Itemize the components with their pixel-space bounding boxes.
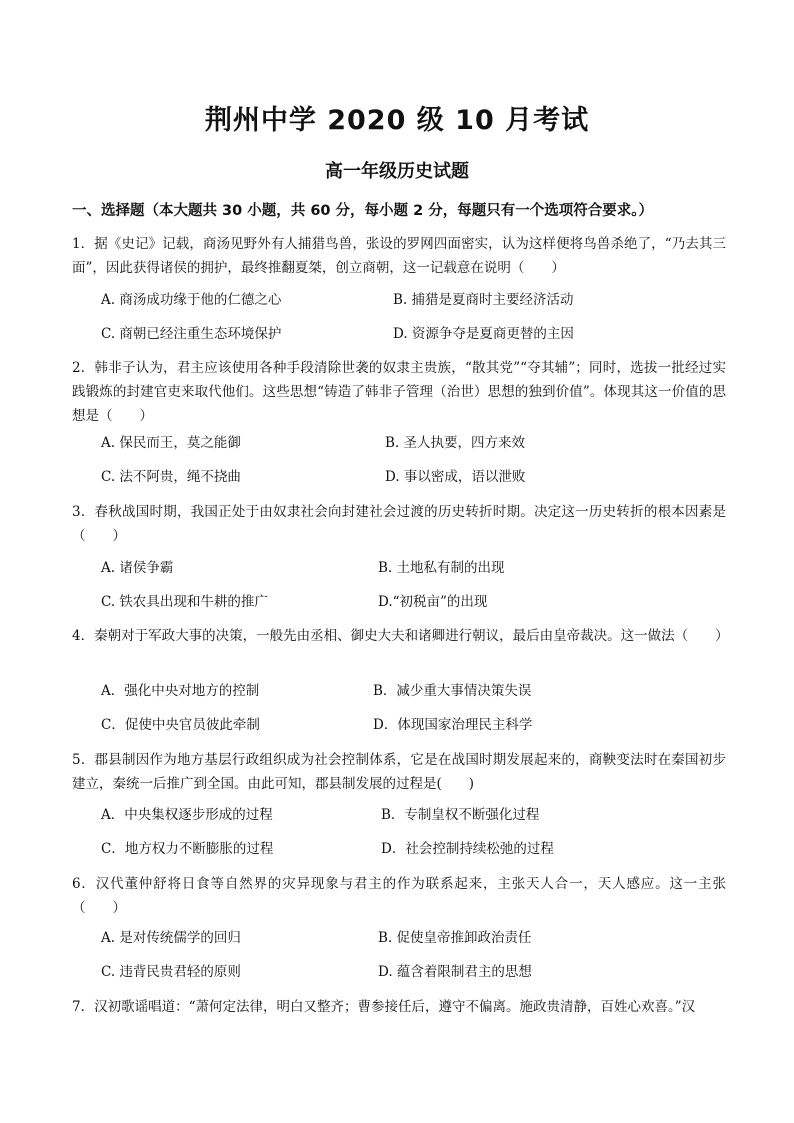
question-6-option-a: A. 是对传统儒学的回归: [101, 930, 241, 946]
question-7-stem: 7．汉初歌谣唱道：“萧何定法律，明白又整齐；曹参接任后，遵守不偏离。施政贵清静，百姓心欢喜。”汉: [72, 999, 696, 1015]
question-1-option-b: B. 捕猎是夏商时主要经济活动: [393, 292, 574, 308]
question-5-option-c: C．地方权力不断膨胀的过程: [101, 841, 274, 857]
question-3-option-d: D.“初税亩”的出现: [378, 594, 488, 610]
question-2-stem: 2．韩非子认为，君主应该使用各种手段清除世袭的奴隶主贵族，“散其党”“夺其辅”；同时，选拔一批经过实践锻炼的封建官吏来取代他们。这些思想“铸造了韩非子管理（治世）思想的独到价值”。体现其这一价值的思想是（ ）: [72, 360, 726, 424]
question-5-option-b: B．专制皇权不断强化过程: [381, 807, 540, 823]
question-4-option-b: B．减少重大事情决策失误: [373, 683, 532, 699]
question-3-option-c: C. 铁农具出现和牛耕的推广: [101, 594, 268, 610]
question-6-stem: 6．汉代董仲舒将日食等自然界的灾异现象与君主的作为联系起来，主张天人合一，天人感应。这一主张（ ）: [72, 876, 726, 916]
question-1-option-d: D. 资源争夺是夏商更替的主因: [393, 326, 574, 342]
question-2-option-c: C. 法不阿贵，绳不挠曲: [101, 469, 241, 485]
question-5-option-d: D．社会控制持续松弛的过程: [381, 841, 554, 857]
question-5-option-a: A．中央集权逐步形成的过程: [101, 807, 273, 823]
question-1-stem: 1．据《史记》记载，商汤见野外有人捕猎鸟兽，张设的罗网四面密实，认为这样便将鸟兽杀绝了，“乃去其三面”，因此获得诸侯的拥护，最终推翻夏桀，创立商朝，这一记载意在说明（ ）: [72, 236, 726, 276]
exam-subtitle: 高一年级历史试题: [325, 161, 469, 182]
question-2-option-d: D. 事以密成，语以泄败: [385, 469, 526, 485]
question-1-option-a: A. 商汤成功缘于他的仁德之心: [101, 292, 282, 308]
question-4-option-c: C．促使中央官员彼此牵制: [101, 717, 260, 733]
question-4-stem: 4．秦朝对于军政大事的决策，一般先由丞相、御史大夫和诸卿进行朝议，最后由皇帝裁决。这一做法（ ）: [72, 628, 729, 644]
question-4-option-a: A．强化中央对地方的控制: [101, 683, 260, 699]
question-4-option-d: D．体现国家治理民主科学: [373, 717, 533, 733]
question-3-option-a: A. 诸侯争霸: [101, 560, 174, 576]
section-heading: 一、选择题（本大题共 30 小题，共 60 分，每小题 2 分，每题只有一个选项符合要求。）: [72, 203, 653, 219]
question-3-option-b: B. 土地私有制的出现: [378, 560, 505, 576]
question-6-option-b: B. 促使皇帝推卸政治责任: [378, 930, 532, 946]
question-3-stem: 3．春秋战国时期，我国正处于由奴隶社会向封建社会过渡的历史转折时期。决定这一历史转折的根本因素是（ ）: [72, 504, 726, 544]
question-2-option-b: B. 圣人执要，四方来效: [385, 435, 526, 451]
question-6-option-c: C. 违背民贵君轻的原则: [101, 964, 241, 980]
question-1-option-c: C. 商朝已经注重生态环境保护: [101, 326, 282, 342]
question-6-option-d: D. 蕴含着限制君主的思想: [378, 964, 532, 980]
question-2-option-a: A. 保民而王，莫之能御: [101, 435, 241, 451]
question-5-stem: 5．郡县制因作为地方基层行政组织成为社会控制体系，它是在战国时期发展起来的，商鞅变法时在秦国初步建立，秦统一后推广到全国。由此可知，郡县制发展的过程是( ): [72, 752, 726, 792]
exam-title: 荆州中学 2020 级 10 月考试: [204, 105, 590, 136]
